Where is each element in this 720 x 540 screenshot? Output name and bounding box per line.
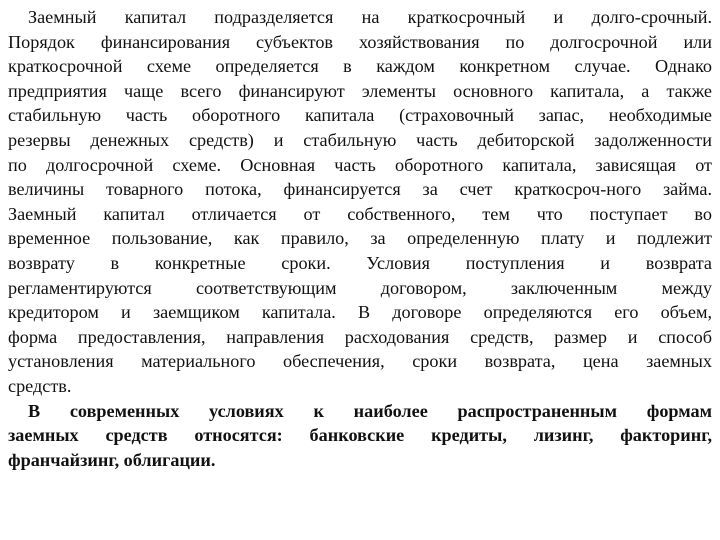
text-line: резервы денежных средств) и стабильную часть дебиторской задолженности [8,129,712,150]
text-line: временное пользование, как правило, за определенную плату и подлежит [8,228,712,249]
paragraph-forms-of-borrowed-funds [8,399,712,473]
text-line: Порядок финансирования субъектов хозяйствования по долгосрочной или [8,31,712,52]
text-line: стабильную часть оборотного капитала (страховочный запас, необходимые [8,105,712,126]
paragraph-borrowed-capital [8,5,712,399]
text-line: величины товарного потока, финансируется за счет краткосроч-ного займа. [8,179,712,200]
text-line: регламентируются соответствующим договором, заключенным между [8,277,712,298]
text-line: предприятия чаще всего финансируют элементы основного капитала, а также [8,80,712,101]
text-line: Заемный капитал подразделяется на краткосрочный и долго-срочный. [28,7,712,27]
document-text [8,5,712,472]
text-line: кредитором и заемщиком капитала. В договоре определяются его объем, [8,302,712,323]
text-line: по долгосрочной схеме. Основная часть оборотного капитала, зависящая от [8,154,712,175]
text-line: средств. [8,375,72,396]
text-line: заемных средств относятся: банковские кредиты, лизинг, факторинг, [8,425,712,446]
text-line: форма предоставления, направления расходования средств, размер и способ [8,326,712,347]
text-line: краткосрочной схеме определяется в каждом конкретном случае. Однако [8,56,712,77]
text-line: возврату в конкретные сроки. Условия поступления и возврата [8,252,712,273]
text-line: установления материального обеспечения, сроки возврата, цена заемных [8,351,712,372]
text-line: Заемный капитал отличается от собственного, тем что поступает во [8,203,712,224]
text-line: В современных условиях к наиболее распространенным формам [28,400,712,421]
text-line: франчайзинг, облигации. [8,449,216,470]
